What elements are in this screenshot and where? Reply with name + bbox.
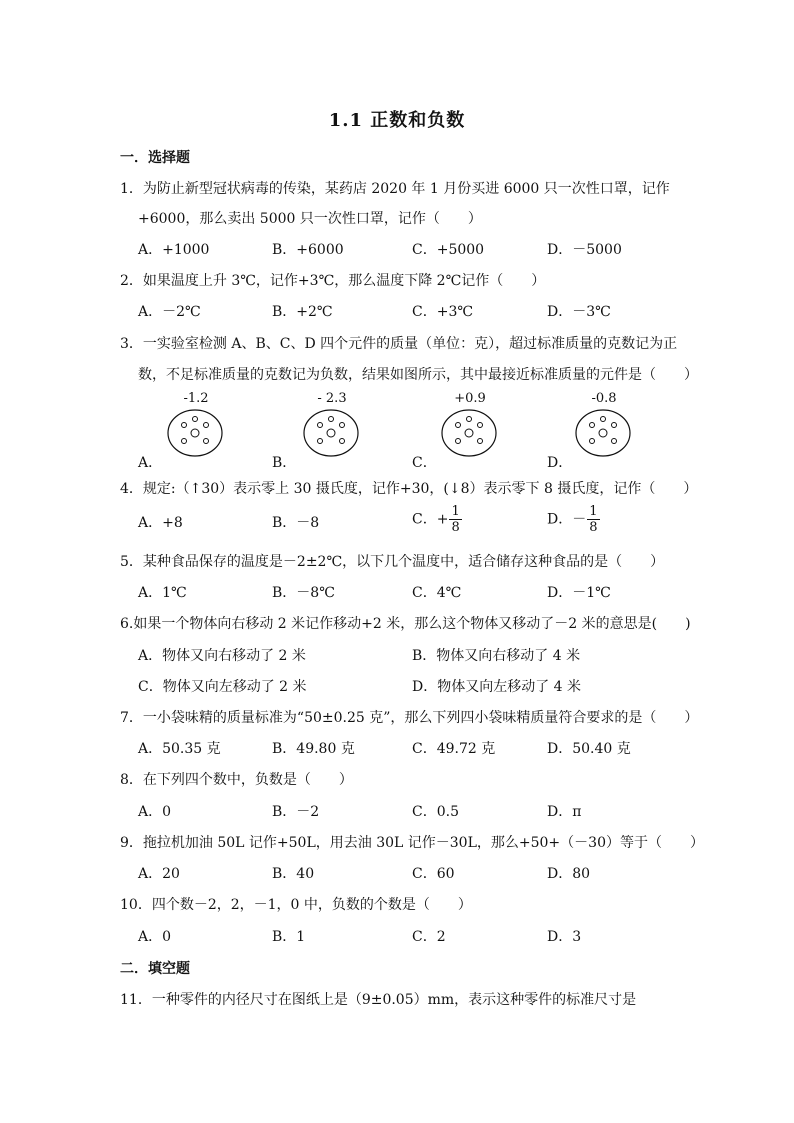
q4-option-d-fraction [587, 504, 599, 535]
question-1-text: 1．为防止新型冠状病毒的传染，某药店 2020 年 1 月份买进 6000 只一次性口罩，记作 [120, 181, 670, 197]
question-4-text: 4．规定:（↑30）表示零上 30 摄氏度，记作+30，(↓8）表示零下 8 摄氏度，记作（ ） [120, 481, 698, 497]
q8-option-d[interactable]: D．π [547, 804, 582, 820]
question-3-text: 3．一实验室检测 A、B、C、D 四个元件的质量（单位：克），超过标准质量的克数记为正 [120, 336, 678, 352]
q5-option-b[interactable]: B．－8℃ [272, 585, 335, 601]
q1-option-b[interactable]: B．+6000 [272, 242, 344, 258]
q8-option-a[interactable]: A．0 [138, 804, 172, 820]
q6-option-a[interactable]: A．物体又向右移动了 2 米 [138, 648, 306, 664]
component-c-label: +0.9 [454, 391, 486, 406]
q2-option-c[interactable]: C．+3℃ [412, 304, 474, 320]
q3-option-d[interactable]: D． [547, 455, 573, 471]
q6-option-c[interactable]: C．物体又向左移动了 2 米 [138, 679, 307, 695]
q6-option-b[interactable]: B．物体又向右移动了 4 米 [412, 648, 581, 664]
section-heading-fill: 二．填空题 [120, 961, 190, 977]
q4-option-b[interactable]: B．－8 [272, 515, 320, 531]
section-heading-choice: 一．选择题 [120, 150, 190, 166]
component-a-label: -1.2 [183, 391, 209, 406]
question-6-text: 6.如果一个物体向右移动 2 米记作移动+2 米，那么这个物体又移动了－2 米的意思是( ) [120, 616, 691, 632]
component-c-disk [438, 408, 500, 458]
q4-option-c-label: C．+ [412, 511, 449, 528]
q10-option-c[interactable]: C．2 [412, 929, 446, 945]
question-10-text: 10．四个数－2，2，－1，0 中，负数的个数是（ ） [120, 897, 472, 913]
fraction-numerator: 1 [451, 504, 460, 519]
q2-option-a[interactable]: A．－2℃ [138, 304, 201, 320]
component-a-disk [164, 408, 226, 458]
q5-option-d[interactable]: D．－1℃ [547, 585, 611, 601]
q10-option-b[interactable]: B．1 [272, 929, 306, 945]
q10-option-d[interactable]: D．3 [547, 929, 582, 945]
q7-option-b[interactable]: B．49.80 克 [272, 741, 355, 757]
q7-option-a[interactable]: A．50.35 克 [138, 741, 221, 757]
fraction-denominator: 8 [589, 520, 598, 535]
q1-option-d[interactable]: D．－5000 [547, 242, 622, 258]
q3-option-c[interactable]: C． [412, 455, 437, 471]
component-d-disk [572, 408, 634, 458]
question-8-text: 8．在下列四个数中，负数是（ ） [120, 772, 353, 788]
question-5-text: 5．某种食品保存的温度是－2±2℃，以下几个温度中，适合储存这种食品的是（ ） [120, 554, 665, 570]
q2-option-b[interactable]: B．+2℃ [272, 304, 333, 320]
question-9-text: 9．拖拉机加油 50L 记作+50L，用去油 30L 记作－30L，那么+50+（－30）等于（ ） [120, 835, 704, 851]
q7-option-c[interactable]: C．49.72 克 [412, 741, 496, 757]
q5-option-a[interactable]: A．1℃ [138, 585, 187, 601]
component-b-label: - 2.3 [317, 391, 347, 406]
q10-option-a[interactable]: A．0 [138, 929, 172, 945]
q8-option-c[interactable]: C．0.5 [412, 804, 459, 820]
q4-option-c[interactable] [412, 504, 462, 535]
q5-option-c[interactable]: C．4℃ [412, 585, 462, 601]
q3-option-b[interactable]: B． [272, 455, 297, 471]
q6-option-d[interactable]: D．物体又向左移动了 4 米 [412, 679, 582, 695]
fraction-denominator: 8 [451, 520, 460, 535]
question-7-text: 7．一小袋味精的质量标准为“50±0.25 克”，那么下列四小袋味精质量符合要求的是（ ） [120, 710, 699, 726]
q4-option-a[interactable]: A．+8 [138, 515, 183, 531]
q4-option-d-label: D．－ [547, 511, 587, 528]
q4-option-c-fraction [449, 504, 461, 535]
q9-option-b[interactable]: B．40 [272, 866, 315, 882]
q7-option-d[interactable]: D．50.40 克 [547, 741, 631, 757]
fraction-numerator: 1 [589, 504, 598, 519]
q2-option-d[interactable]: D．－3℃ [547, 304, 611, 320]
page-title: 1.1 正数和负数 [328, 110, 466, 131]
question-11-text: 11．一种零件的内径尺寸在图纸上是（9±0.05）mm，表示这种零件的标准尺寸是 [120, 992, 637, 1008]
q3-option-a[interactable]: A． [138, 455, 163, 471]
question-1-text-cont: +6000，那么卖出 5000 只一次性口罩，记作（ ） [138, 211, 482, 227]
component-b-disk [300, 408, 362, 458]
question-3-text-cont: 数，不足标准质量的克数记为负数，结果如图所示，其中最接近标准质量的元件是（ ） [138, 367, 698, 383]
q8-option-b[interactable]: B．－2 [272, 804, 320, 820]
q1-option-a[interactable]: A．+1000 [138, 242, 210, 258]
q4-option-d[interactable] [547, 504, 600, 535]
component-d-label: -0.8 [591, 391, 617, 406]
q9-option-d[interactable]: D．80 [547, 866, 591, 882]
question-2-text: 2．如果温度上升 3℃，记作+3℃，那么温度下降 2℃记作（ ） [120, 273, 546, 289]
q9-option-c[interactable]: C．60 [412, 866, 455, 882]
q1-option-c[interactable]: C．+5000 [412, 242, 485, 258]
q9-option-a[interactable]: A．20 [138, 866, 180, 882]
